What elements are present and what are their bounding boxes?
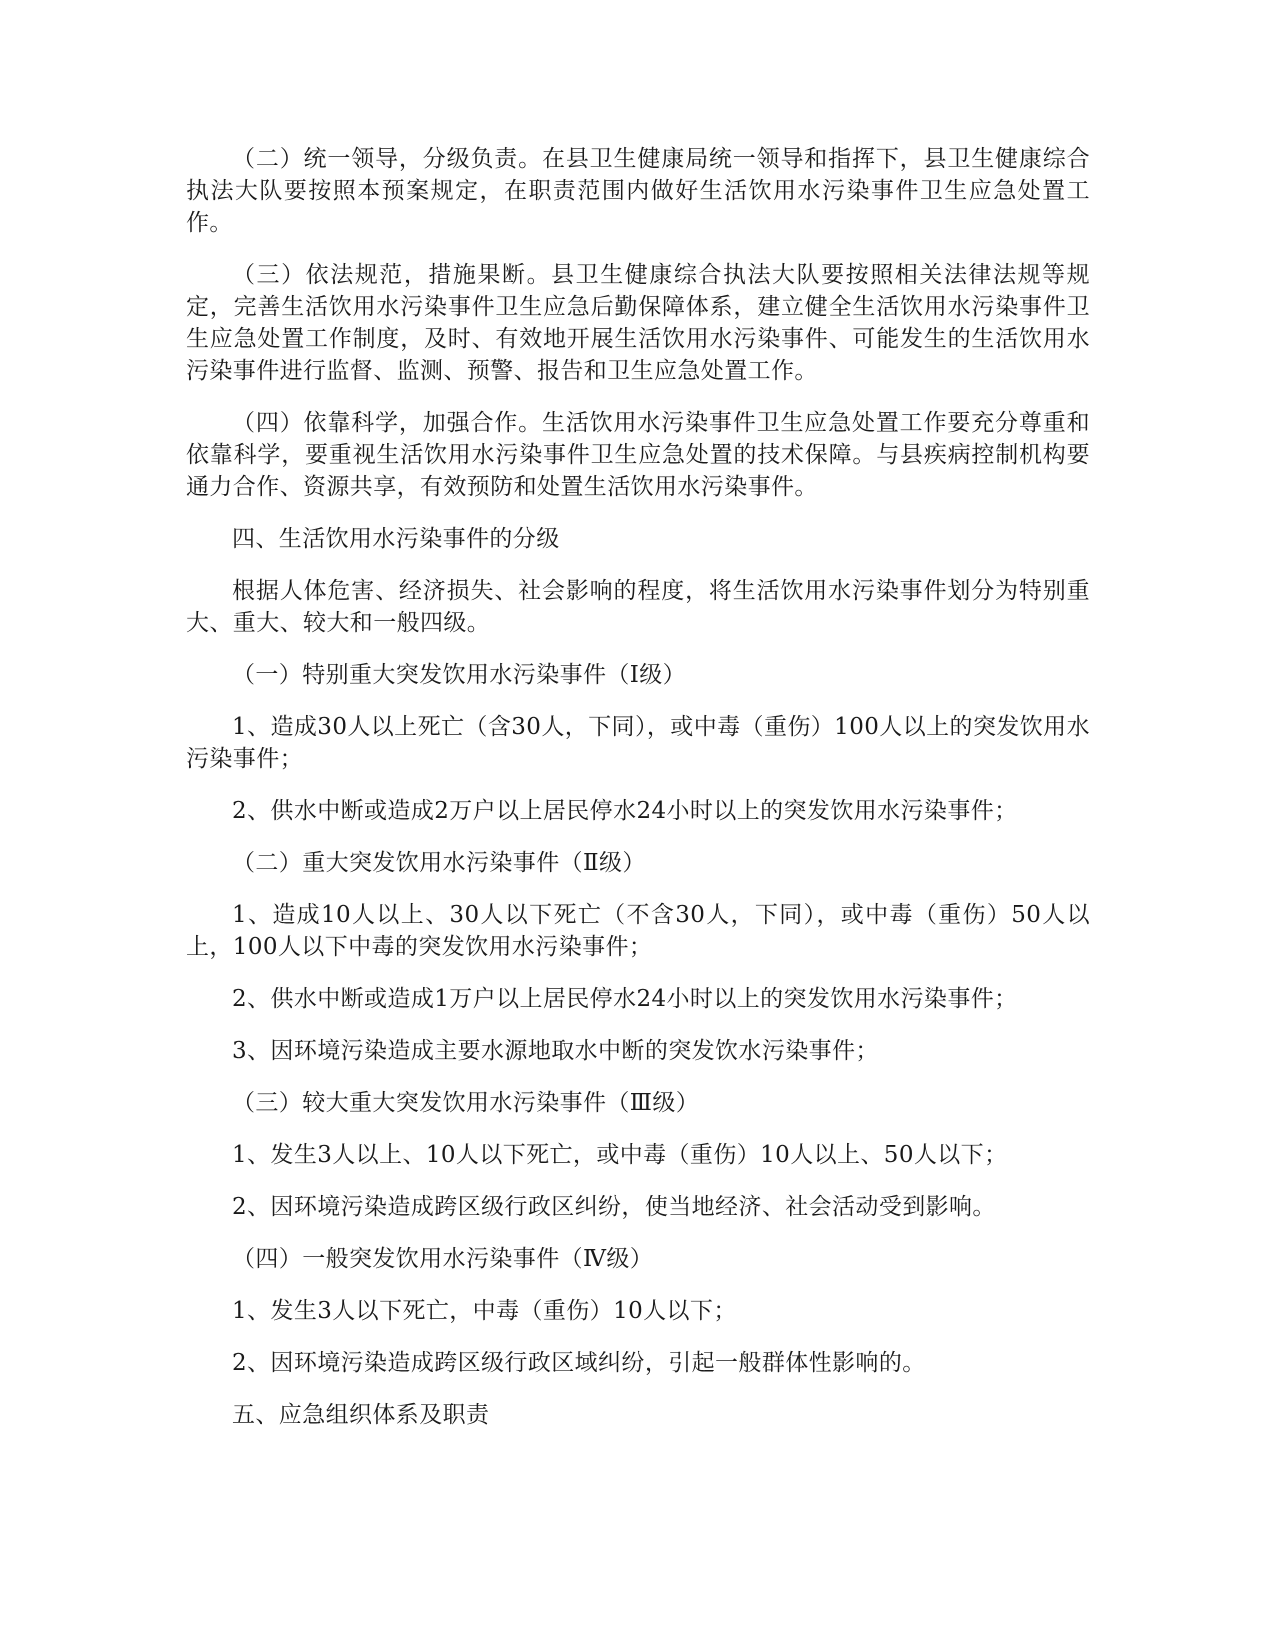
list-item-level-4-1: 1、发生3人以下死亡，中毒（重伤）10人以下；: [232, 1298, 737, 1324]
section-heading-organization: 五、应急组织体系及职责: [232, 1402, 490, 1428]
paragraph-principle-3: （三）依法规范，措施果断。县卫生健康综合执法大队要按照相关法律法规等规定，完善生活饮用水污染事件卫生应急后勤保障体系，建立健全生活饮用水污染事件卫生应急处置工作制度，及时、有效地开展生活饮用水污染事件、可能发生的生活饮用水污染事件进行监督、监测、预警、报告和卫生应急处置工作。: [186, 262, 1090, 384]
list-item-level-1-1: 1、造成30人以上死亡（含30人，下同），或中毒（重伤）100人以上的突发饮用水污染事件；: [186, 714, 1090, 772]
list-item-level-1-2: 2、供水中断或造成2万户以上居民停水24小时以上的突发饮用水污染事件；: [232, 798, 1018, 824]
list-item-level-2-2: 2、供水中断或造成1万户以上居民停水24小时以上的突发饮用水污染事件；: [232, 986, 1018, 1012]
list-item-level-2-1: 1、造成10人以上、30人以下死亡（不含30人，下同），或中毒（重伤）50人以上，100人以下中毒的突发饮用水污染事件；: [186, 902, 1090, 960]
list-item-level-3-2: 2、因环境污染造成跨区级行政区纠纷，使当地经济、社会活动受到影响。: [232, 1194, 996, 1220]
subheading-level-1: （一）特别重大突发饮用水污染事件（Ⅰ级）: [232, 662, 687, 688]
section-heading-classification: 四、生活饮用水污染事件的分级: [232, 526, 560, 552]
document-body: [186, 143, 1090, 1451]
subheading-level-4: （四）一般突发饮用水污染事件（Ⅳ级）: [232, 1246, 654, 1272]
subheading-level-3: （三）较大重大突发饮用水污染事件（Ⅲ级）: [232, 1090, 700, 1116]
subheading-level-2: （二）重大突发饮用水污染事件（Ⅱ级）: [232, 850, 646, 876]
paragraph-principle-2: （二）统一领导，分级负责。在县卫生健康局统一领导和指挥下，县卫生健康综合执法大队要按照本预案规定，在职责范围内做好生活饮用水污染事件卫生应急处置工作。: [186, 146, 1090, 236]
paragraph-classification-intro: 根据人体危害、经济损失、社会影响的程度，将生活饮用水污染事件划分为特别重大、重大、较大和一般四级。: [186, 578, 1090, 636]
list-item-level-3-1: 1、发生3人以上、10人以下死亡，或中毒（重伤）10人以上、50人以下；: [232, 1142, 1008, 1168]
list-item-level-2-3: 3、因环境污染造成主要水源地取水中断的突发饮水污染事件；: [232, 1038, 879, 1064]
paragraph-principle-4: （四）依靠科学，加强合作。生活饮用水污染事件卫生应急处置工作要充分尊重和依靠科学，要重视生活饮用水污染事件卫生应急处置的技术保障。与县疾病控制机构要通力合作、资源共享，有效预防和处置生活饮用水污染事件。: [186, 410, 1090, 500]
list-item-level-4-2: 2、因环境污染造成跨区级行政区域纠纷，引起一般群体性影响的。: [232, 1350, 926, 1376]
